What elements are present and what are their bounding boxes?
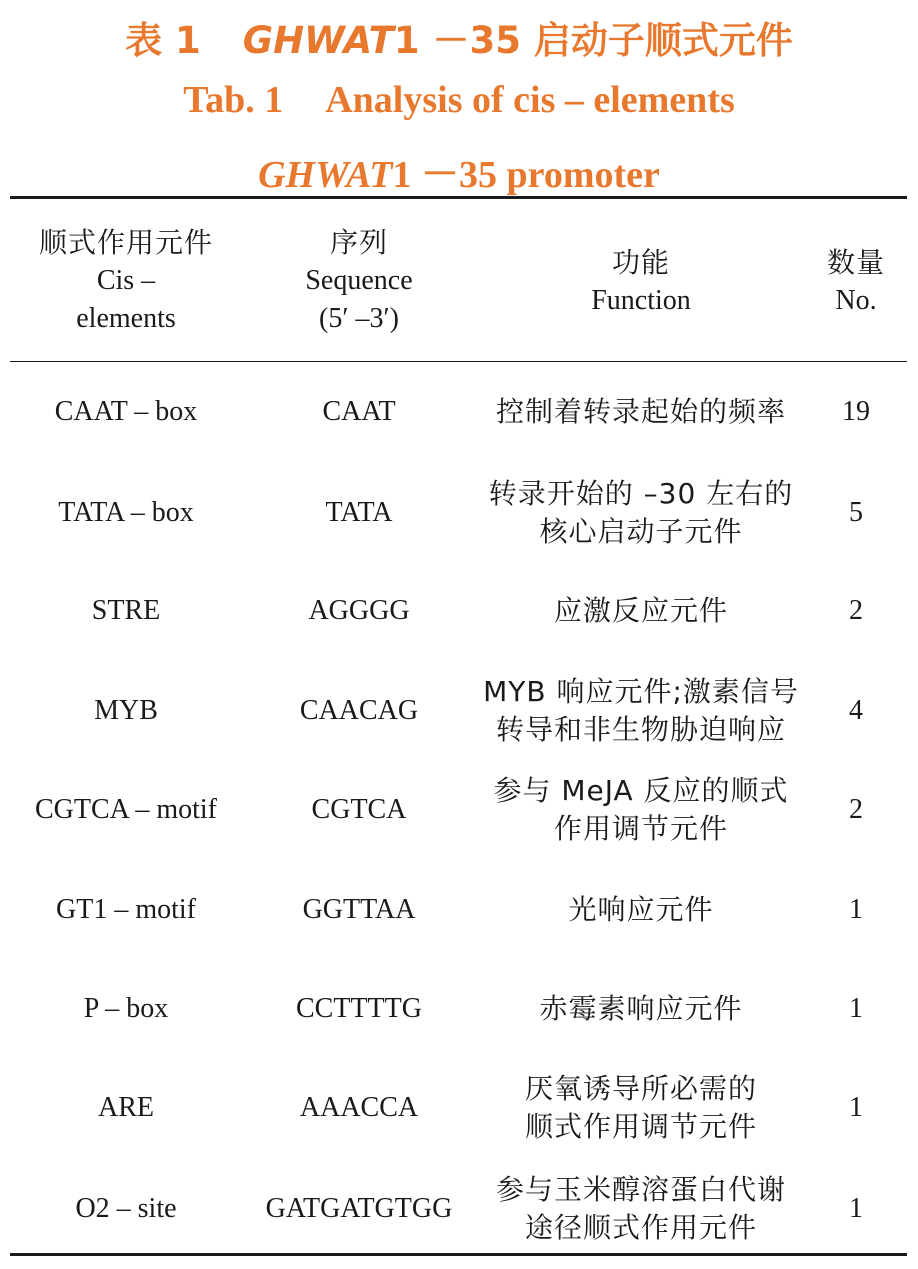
caption-cn-gene: GHWAT bbox=[242, 19, 394, 62]
header-cis-cn: 顺式作用元件 bbox=[38, 226, 213, 259]
function-line: 参与 MeJA 反应的顺式 bbox=[493, 774, 789, 807]
function-line: 转导和非生物胁迫响应 bbox=[495, 713, 786, 746]
function-line: 顺式作用调节元件 bbox=[524, 1110, 757, 1143]
caption-en-gene-suffix: 1 －35 bbox=[392, 154, 498, 196]
header-cis-en1: Cis – bbox=[96, 265, 156, 296]
table-row-sequence: TATA bbox=[325, 497, 393, 528]
table-row-count: 5 bbox=[849, 497, 863, 528]
header-sequence-en1: Sequence bbox=[305, 265, 413, 296]
table-row-element: O2 – site bbox=[75, 1193, 177, 1224]
table-row-function bbox=[466, 673, 816, 749]
function-line: 光响应元件 bbox=[568, 893, 714, 926]
function-line: 应激反应元件 bbox=[553, 594, 728, 627]
header-count bbox=[812, 244, 900, 320]
function-line: MYB 响应元件;激素信号 bbox=[483, 675, 799, 708]
table-row-count: 2 bbox=[849, 595, 863, 626]
table-row-element: GT1 – motif bbox=[56, 894, 196, 925]
caption-english-line2 bbox=[0, 143, 918, 198]
function-line: 控制着转录起始的频率 bbox=[495, 395, 786, 428]
table-row-count: 1 bbox=[849, 894, 863, 925]
header-count-en1: No. bbox=[835, 285, 877, 316]
table-bottom-rule bbox=[10, 1253, 907, 1256]
function-line: 核心启动子元件 bbox=[539, 515, 743, 548]
table-row-function bbox=[466, 592, 816, 630]
table-row-sequence: CCTTTTG bbox=[296, 993, 422, 1024]
header-function-cn: 功能 bbox=[611, 246, 670, 279]
table-row-sequence: GATGATGTGG bbox=[265, 1193, 453, 1224]
function-line: 途径顺式作用元件 bbox=[524, 1211, 757, 1244]
table-header-rule bbox=[10, 361, 907, 362]
table-row-element: STRE bbox=[91, 595, 161, 626]
header-function bbox=[466, 244, 816, 320]
header-count-cn: 数量 bbox=[826, 246, 885, 279]
table-row-function bbox=[466, 1070, 816, 1146]
table-row-count: 1 bbox=[849, 993, 863, 1024]
function-line: 赤霉素响应元件 bbox=[539, 992, 743, 1025]
function-line: 厌氧诱导所必需的 bbox=[524, 1072, 757, 1105]
table-row-function bbox=[466, 393, 816, 431]
table-top-rule bbox=[10, 196, 907, 199]
table-row-element: TATA – box bbox=[58, 497, 194, 528]
table-row-function bbox=[466, 475, 816, 551]
table-row-element: CAAT – box bbox=[54, 396, 198, 427]
table-row-count: 1 bbox=[849, 1092, 863, 1123]
function-line: 参与玉米醇溶蛋白代谢 bbox=[495, 1173, 786, 1206]
table-row-count: 2 bbox=[849, 794, 863, 825]
table-row-function bbox=[466, 891, 816, 929]
caption-english-line1 bbox=[0, 78, 918, 122]
table-row-element: MYB bbox=[94, 695, 158, 726]
caption-en-text2: promoter bbox=[506, 154, 660, 196]
table-row-sequence: GGTTAA bbox=[302, 894, 416, 925]
header-sequence-cn: 序列 bbox=[329, 226, 388, 259]
table-row-sequence: CAACAG bbox=[299, 695, 419, 726]
table-row-element: P – box bbox=[83, 993, 169, 1024]
table-row-sequence: CAAT bbox=[322, 396, 396, 427]
table-row-element: ARE bbox=[98, 1092, 154, 1123]
header-function-en1: Function bbox=[591, 285, 691, 316]
caption-cn-gene-suffix: 1 －35 bbox=[393, 19, 522, 62]
table-row-sequence: AAACCA bbox=[299, 1092, 419, 1123]
header-sequence bbox=[248, 224, 470, 338]
caption-chinese bbox=[0, 10, 918, 64]
table-row-sequence: CGTCA bbox=[311, 794, 407, 825]
caption-en-prefix: Tab. 1 bbox=[183, 79, 284, 121]
function-line: 作用调节元件 bbox=[553, 812, 728, 845]
caption-cn-text: 启动子顺式元件 bbox=[533, 19, 793, 62]
caption-en-text: Analysis of cis – elements bbox=[325, 79, 735, 121]
table-row-count: 19 bbox=[842, 396, 870, 427]
header-cis-elements bbox=[10, 224, 242, 338]
table-row-count: 1 bbox=[849, 1193, 863, 1224]
table-row-sequence: AGGGG bbox=[308, 595, 410, 626]
table-row-function bbox=[466, 1171, 816, 1247]
table-row-element: CGTCA – motif bbox=[34, 794, 217, 825]
header-cis-en2: elements bbox=[76, 303, 176, 334]
caption-cn-prefix: 表 1 bbox=[125, 19, 201, 62]
table-row-count: 4 bbox=[849, 695, 863, 726]
header-sequence-en2: (5′ –3′) bbox=[319, 303, 399, 334]
function-line: 转录开始的 –30 左右的 bbox=[488, 477, 794, 510]
table-row-function bbox=[466, 990, 816, 1028]
caption-en-gene: GHWAT bbox=[258, 154, 393, 196]
table-row-function bbox=[466, 772, 816, 848]
